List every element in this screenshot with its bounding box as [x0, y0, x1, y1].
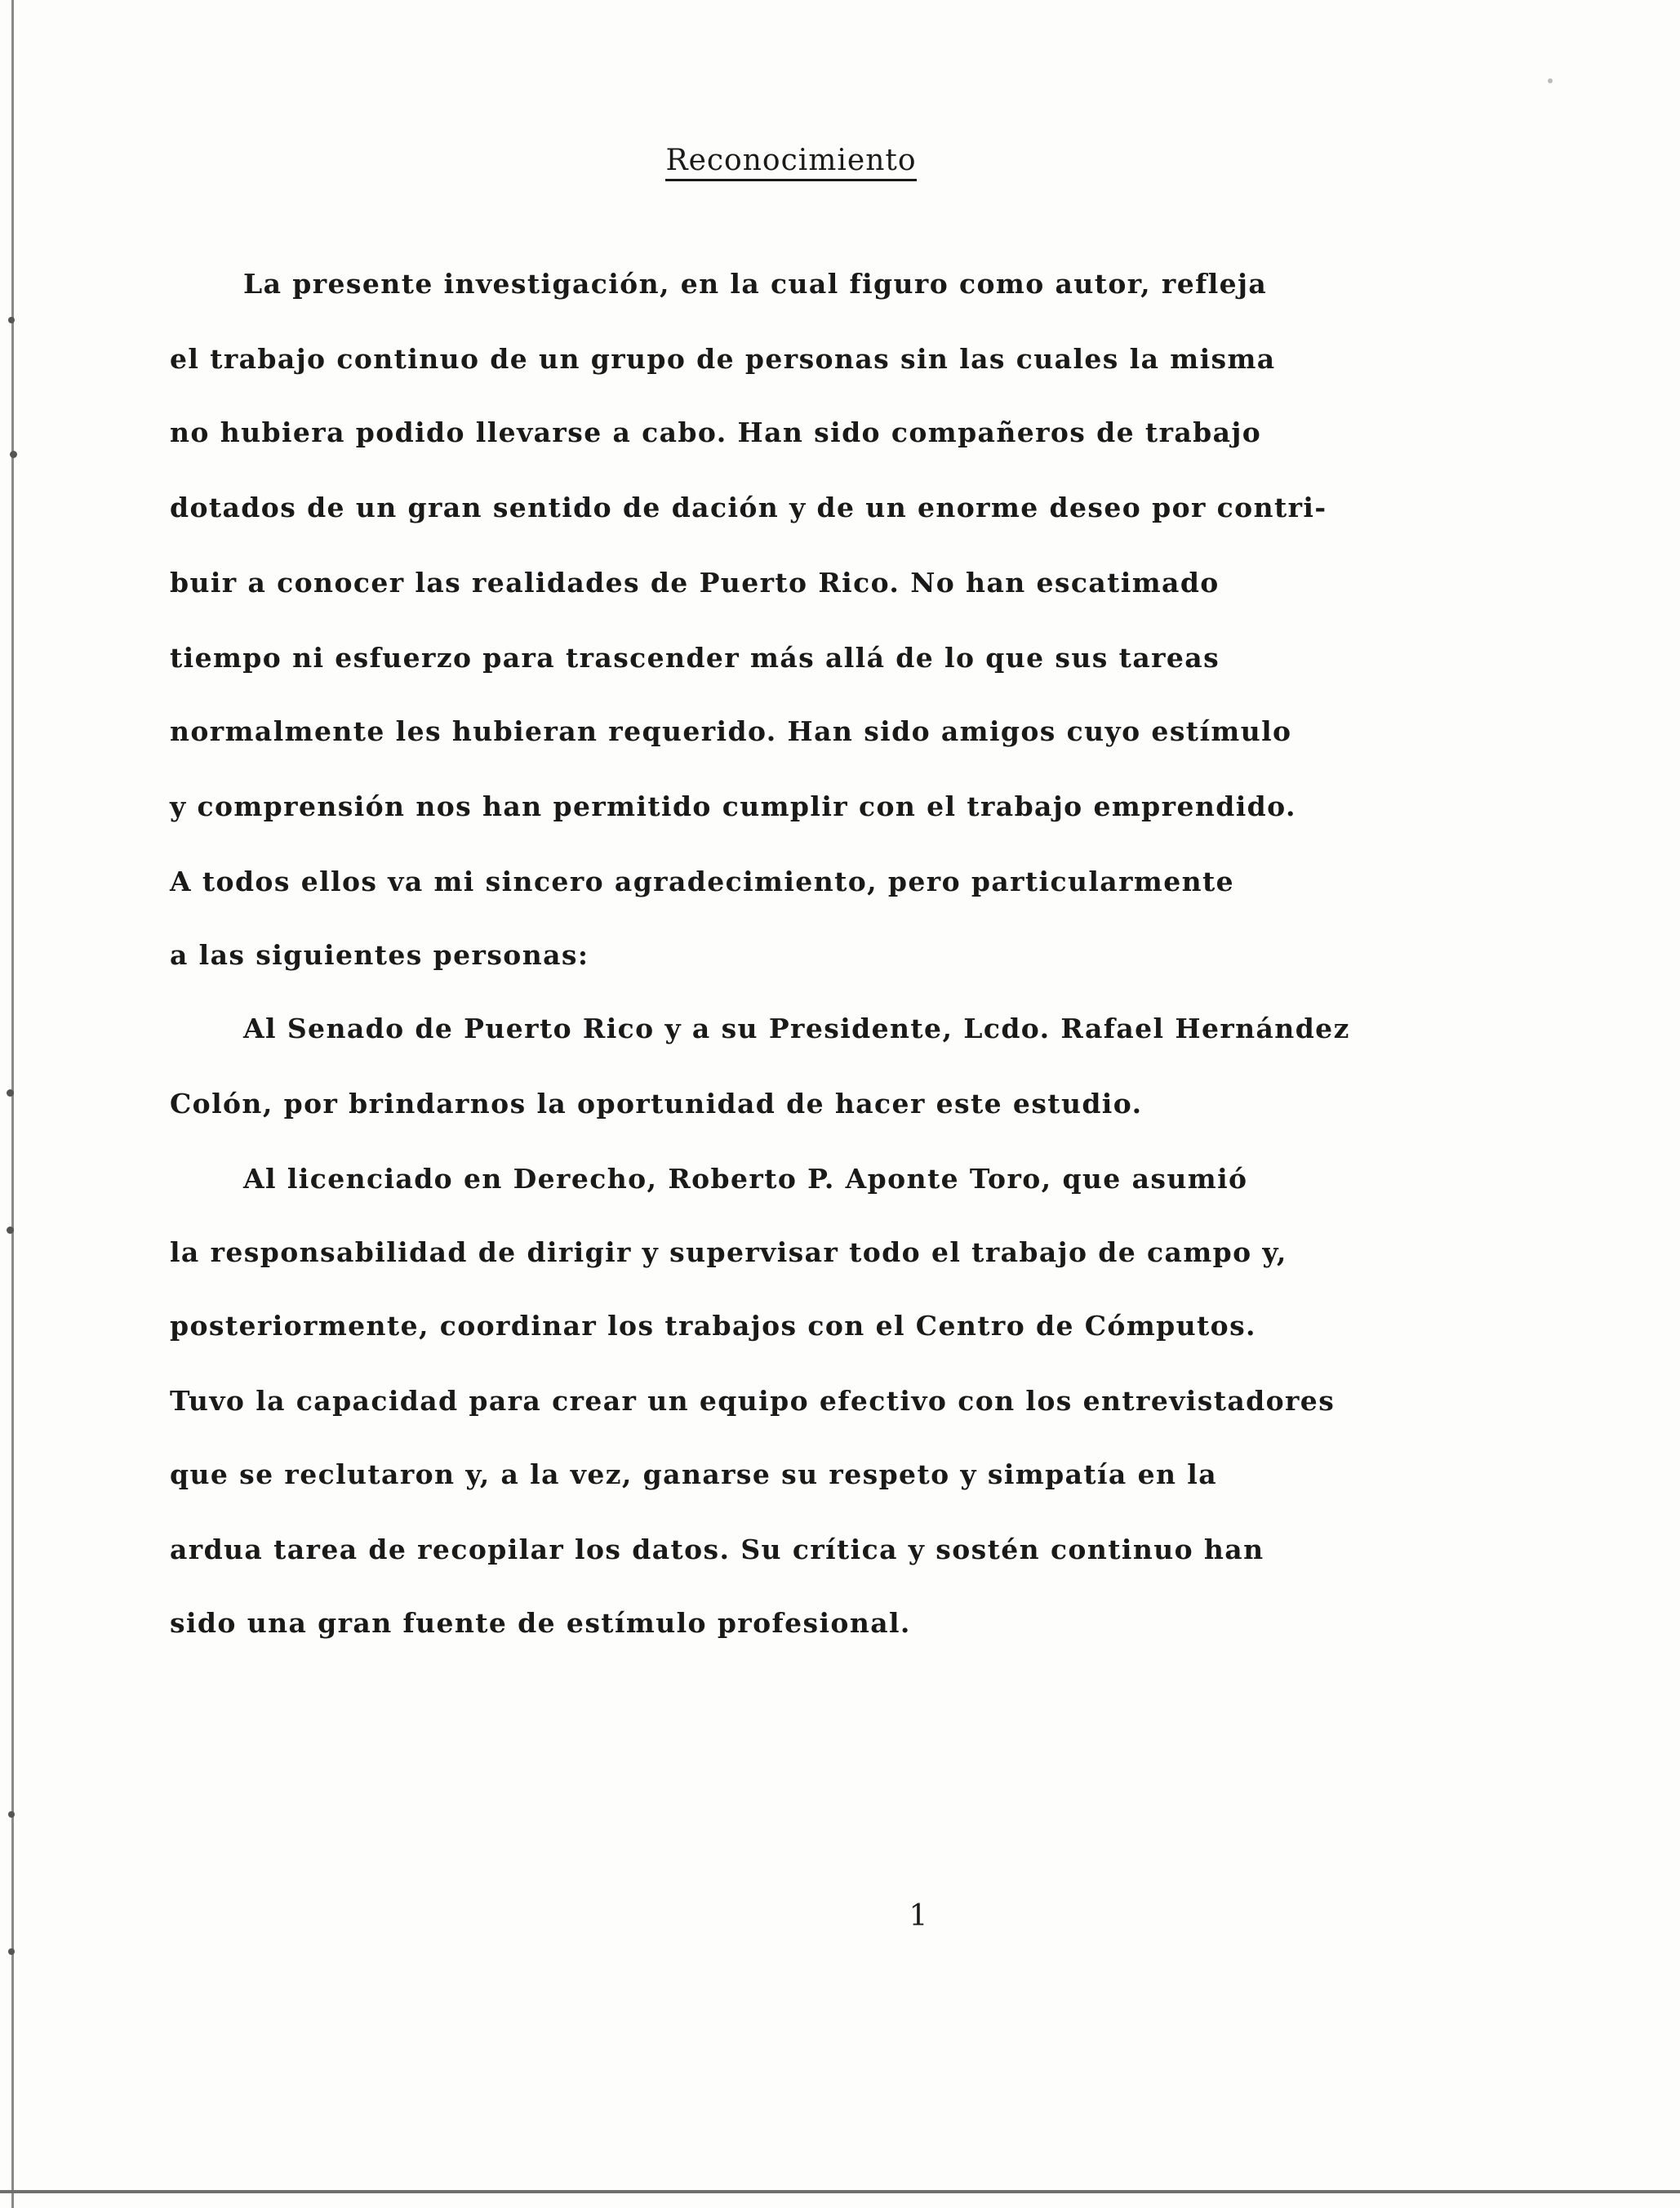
text-line-2: el trabajo continuo de un grupo de personas sin las cuales la misma	[170, 343, 1276, 375]
text-line-10: a las siguientes personas:	[170, 939, 589, 971]
text-line-7: normalmente les hubieran requerido. Han sido amigos cuyo estímulo	[170, 715, 1292, 747]
text-line-1: La presente investigación, en la cual figuro como autor, refleja	[243, 268, 1268, 300]
page-title-text: Reconocimiento	[665, 144, 916, 181]
scan-speck	[8, 317, 15, 323]
scan-speck	[7, 1226, 14, 1234]
text-line-18: ardua tarea de recopilar los datos. Su crítica y sostén continuo han	[170, 1534, 1264, 1565]
text-line-15: posteriormente, coordinar los trabajos con el Centro de Cómputos.	[170, 1310, 1256, 1342]
text-line-3: no hubiera podido llevarse a cabo. Han sido compañeros de trabajo	[170, 416, 1262, 448]
text-line-11: Al Senado de Puerto Rico y a su Presidente, Lcdo. Rafael Hernández	[243, 1013, 1350, 1044]
text-line-8: y comprensión nos han permitido cumplir con el trabajo emprendido.	[170, 790, 1296, 822]
text-line-17: que se reclutaron y, a la vez, ganarse su respeto y simpatía en la	[170, 1458, 1217, 1490]
text-line-16: Tuvo la capacidad para crear un equipo efectivo con los entrevistadores	[170, 1385, 1336, 1417]
text-line-4: dotados de un gran sentido de dación y de un enorme deseo por contri-	[170, 492, 1327, 523]
scan-speck	[8, 1811, 15, 1818]
text-line-12: Colón, por brindarnos la oportunidad de hacer este estudio.	[170, 1088, 1143, 1120]
scan-speck	[10, 451, 17, 458]
page-number: 1	[909, 1899, 928, 1933]
scan-speck	[8, 1948, 15, 1955]
text-line-9: A todos ellos va mi sincero agradecimiento, pero particularmente	[170, 866, 1235, 897]
scan-speck	[1548, 78, 1553, 83]
text-line-14: la responsabilidad de dirigir y supervisar todo el trabajo de campo y,	[170, 1236, 1287, 1268]
page-title	[0, 144, 1631, 177]
text-line-6: tiempo ni esfuerzo para trascender más allá de lo que sus tareas	[170, 642, 1220, 674]
scan-speck	[7, 1089, 14, 1097]
text-line-5: buir a conocer las realidades de Puerto Rico. No han escatimado	[170, 567, 1220, 599]
page-bottom-edge	[0, 2190, 1680, 2193]
text-line-13: Al licenciado en Derecho, Roberto P. Aponte Toro, que asumió	[243, 1163, 1248, 1195]
page-left-edge	[11, 0, 14, 2208]
text-line-19: sido una gran fuente de estímulo profesional.	[170, 1607, 911, 1639]
